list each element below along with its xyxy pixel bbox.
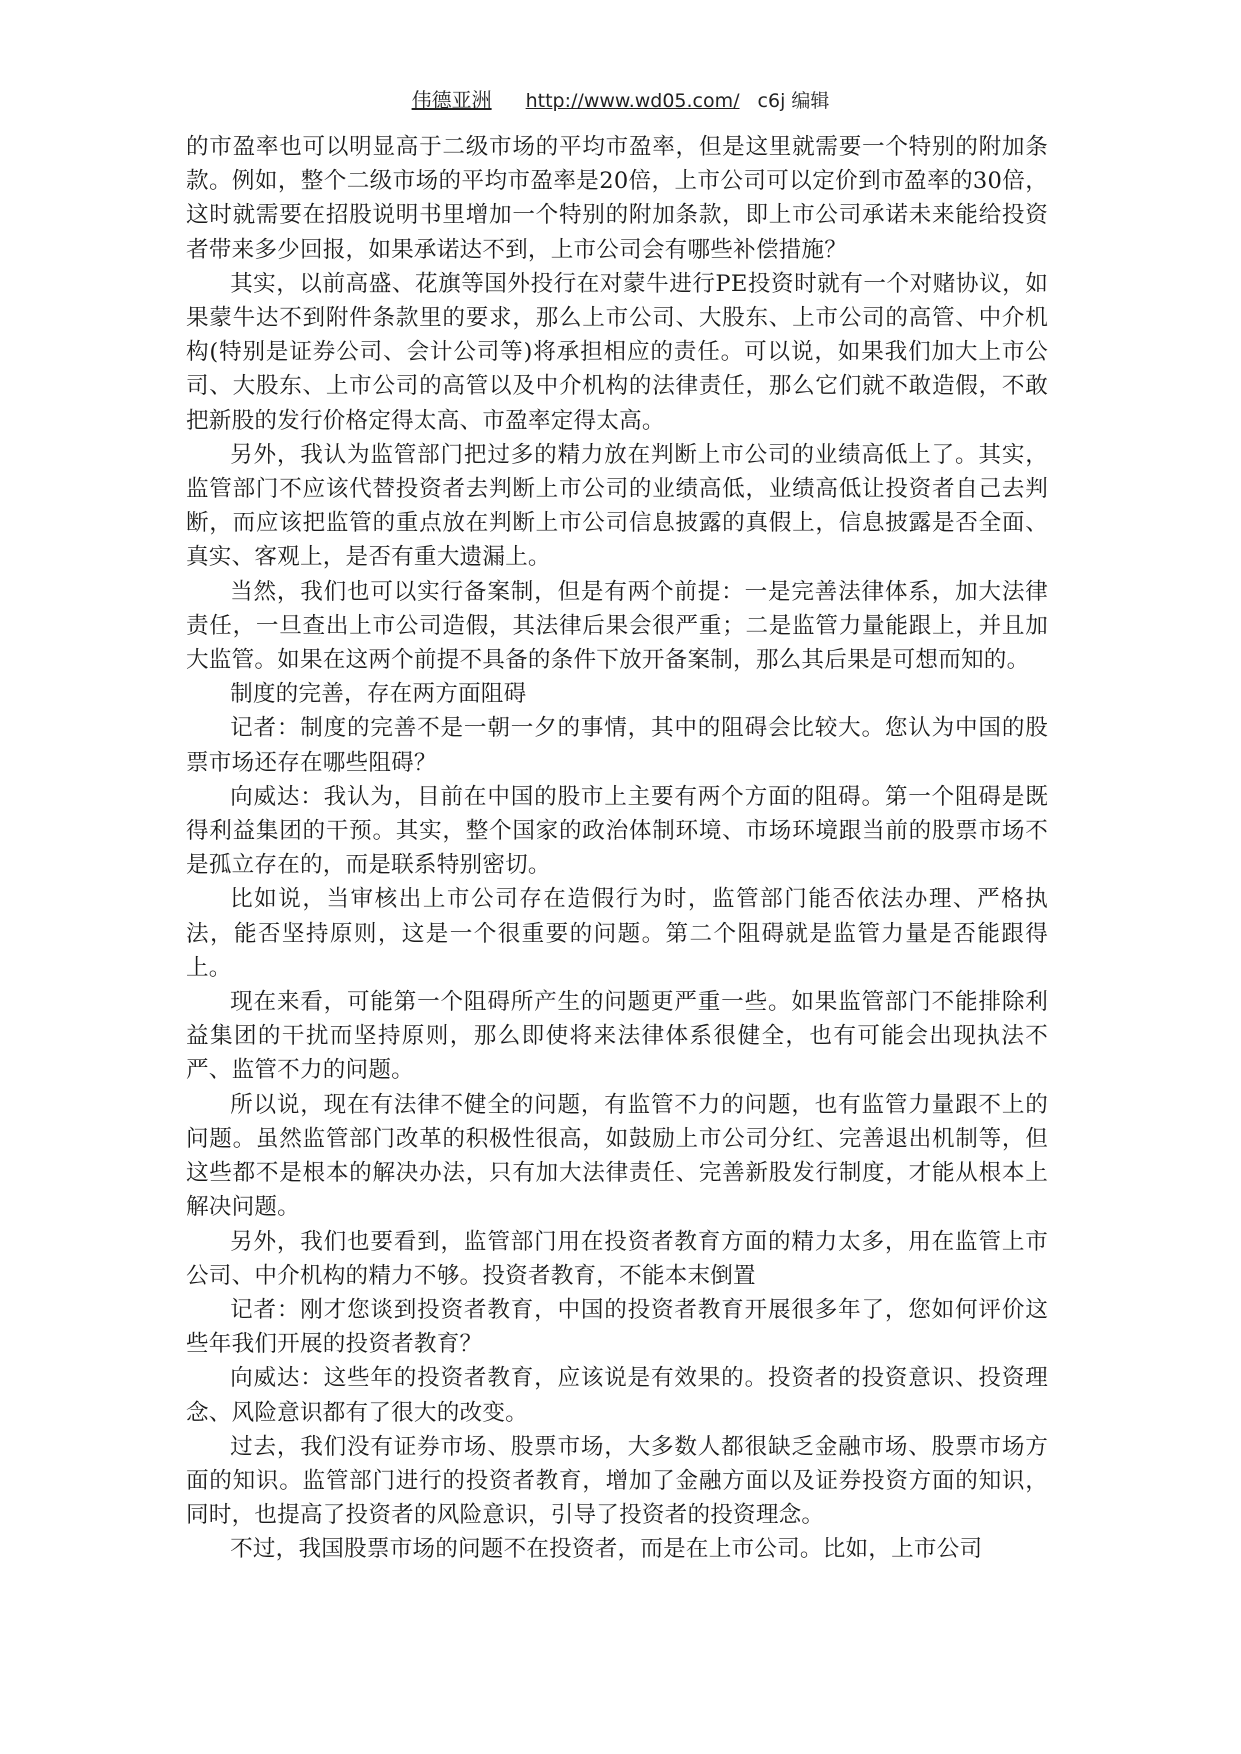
editor-note: c6j 编辑 [757,90,830,112]
paragraph: 向威达：这些年的投资者教育，应该说是有效果的。投资者的投资意识、投资理念、风险意识都有了很大的改变。 [186,1365,1048,1426]
article-body [186,130,1048,1567]
paragraph: 记者：制度的完善不是一朝一夕的事情，其中的阻碍会比较大。您认为中国的股票市场还存在哪些阻碍？ [186,715,1048,776]
paragraph: 记者：刚才您谈到投资者教育，中国的投资者教育开展很多年了，您如何评价这些年我们开展的投资者教育？ [186,1296,1048,1358]
paragraph: 所以说，现在有法律不健全的问题，有监管不力的问题，也有监管力量跟不上的问题。虽然监管部门改革的积极性很高，如鼓励上市公司分红、完善退出机制等，但这些都不是根本的解决办法，只有加大法律责任、完善新股发行制度，才能从根本上解决问题。 [186,1091,1048,1221]
paragraph: 比如说，当审核出上市公司存在造假行为时，监管部门能否依法办理、严格执法，能否坚持原则，这是一个很重要的问题。第二个阻碍就是监管力量是否能跟得上。 [186,886,1048,981]
site-url-link[interactable]: http://www.wd05.com/ [525,90,740,112]
paragraph: 不过，我国股票市场的问题不在投资者，而是在上市公司。比如，上市公司 [230,1536,983,1563]
paragraph: 另外，我认为监管部门把过多的精力放在判断上市公司的业绩高低上了。其实，监管部门不应该代替投资者去判断上市公司的业绩高低，业绩高低让投资者自己去判断，而应该把监管的重点放在判断上市公司信息披露的真假上，信息披露是否全面、真实、客观上，是否有重大遗漏上。 [186,441,1048,571]
page-header [0,86,1241,115]
paragraph: 当然，我们也可以实行备案制，但是有两个前提：一是完善法律体系，加大法律责任，一旦查出上市公司造假，其法律后果会很严重；二是监管力量能跟上，并且加大监管。如果在这两个前提不具备的条件下放开备案制，那么其后果是可想而知的。 [186,578,1048,674]
section-heading: 制度的完善，存在两方面阻碍 [230,681,527,708]
paragraph: 现在来看，可能第一个阻碍所产生的问题更严重一些。如果监管部门不能排除利益集团的干扰而坚持原则，那么即使将来法律体系很健全，也有可能会出现执法不严、监管不力的问题。 [186,989,1048,1084]
paragraph: 过去，我们没有证券市场、股票市场，大多数人都很缺乏金融市场、股票市场方面的知识。监管部门进行的投资者教育，增加了金融方面以及证券投资方面的知识，同时，也提高了投资者的风险意识，引导了投资者的投资理念。 [186,1433,1048,1529]
paragraph: 向威达：我认为，目前在中国的股市上主要有两个方面的阻碍。第一个阻碍是既得利益集团的干预。其实，整个国家的政治体制环境、市场环境跟当前的股票市场不是孤立存在的，而是联系特别密切。 [186,783,1048,879]
paragraph: 另外，我们也要看到，监管部门用在投资者教育方面的精力太多，用在监管上市公司、中介机构的精力不够。投资者教育，不能本末倒置 [186,1228,1048,1289]
paragraph: 其实，以前高盛、花旗等国外投行在对蒙牛进行PE投资时就有一个对赌协议，如果蒙牛达不到附件条款里的要求，那么上市公司、大股东、上市公司的高管、中介机构(特别是证券公司、会计公司等)将承担相应的责任。可以说，如果我们加大上市公司、大股东、上市公司的高管以及中介机构的法律责任，那么它们就不敢造假，不敢把新股的发行价格定得太高、市盈率定得太高。 [186,270,1048,434]
paragraph: 的市盈率也可以明显高于二级市场的平均市盈率，但是这里就需要一个特别的附加条款。例如，整个二级市场的平均市盈率是20倍，上市公司可以定价到市盈率的30倍，这时就需要在招股说明书里增加一个特别的附加条款，即上市公司承诺未来能给投资者带来多少回报，如果承诺达不到，上市公司会有哪些补偿措施？ [186,134,1048,263]
site-name-link[interactable]: 伟德亚洲 [411,88,492,112]
